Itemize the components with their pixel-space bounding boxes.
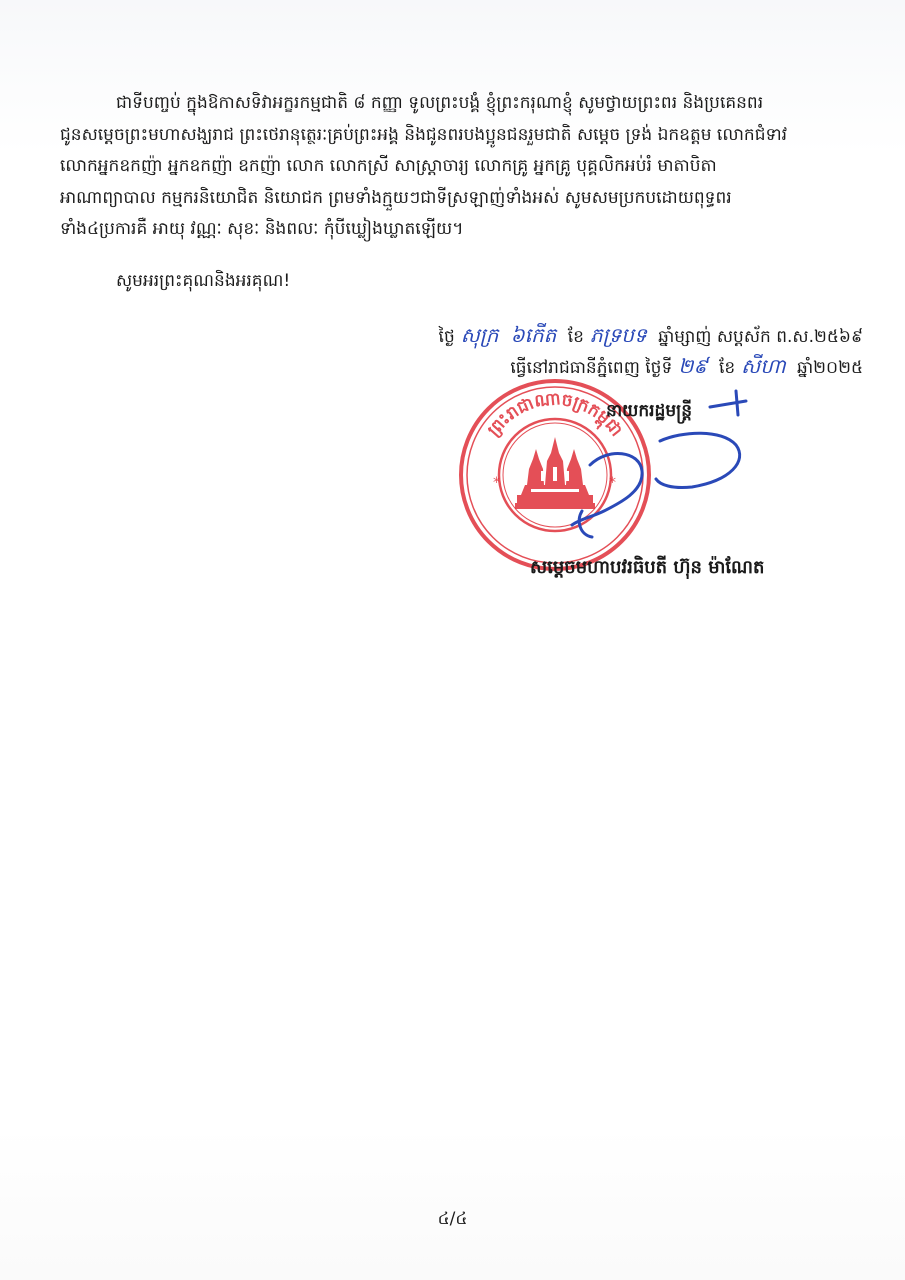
lunar-month: ភទ្របទ	[589, 323, 647, 347]
lunar-date-suffix: ឆ្នាំម្សាញ់ សប្តស័ក ព.ស.២៥៦៩	[658, 327, 863, 347]
solar-month-prefix: ខែ	[718, 358, 736, 378]
closing-paragraph	[60, 88, 860, 246]
lunar-month-prefix: ខែ	[567, 327, 584, 347]
svg-text:*: *	[493, 475, 500, 491]
signer-title: នាយករដ្ឋមន្ត្រី	[606, 401, 692, 421]
lunar-day: ៦កើត	[510, 323, 557, 347]
lunar-weekday: សុក្រ	[460, 323, 499, 347]
solar-month: សីហា	[741, 354, 786, 378]
page-number: ៤/៤	[437, 1209, 468, 1229]
paragraph-line: អាណាព្យាបាល កម្មករនិយោជិត និយោជក ព្រមទាំងក្មួយៗជាទីស្រឡាញ់ទាំងអស់ សូមសមប្រកបដោយពុទ្ធពរ	[60, 187, 732, 208]
signer-name: សម្តេចមហាបវរធិបតី ហ៊ុន ម៉ាណែត	[530, 557, 765, 578]
paragraph-line: ជូនសម្តេចព្រះមហាសង្ឃរាជ ព្រះថេរានុត្ថេរៈគ្រប់ព្រះអង្គ និងជូនពរបងប្អូនជនរួមជាតិ សម្តេច ទ្រង់ ឯកឧត្តម លោកជំទាវ	[60, 124, 788, 145]
lunar-date	[439, 322, 863, 352]
seal-text: ព្រះរាជាណាចក្រកម្ពុជា	[483, 389, 627, 441]
svg-text:*: *	[609, 475, 616, 491]
solar-date-suffix: ឆ្នាំ២០២៥	[797, 358, 863, 378]
paragraph-line: ជាទីបញ្ចប់ ក្នុងឱកាសទិវាអក្ខរកម្មជាតិ ៨ កញ្ញា ទូលព្រះបង្គំ ខ្ញុំព្រះករុណាខ្ញុំ សូមថ្វាយព្រះពរ និងប្រគេនពរ	[116, 93, 764, 113]
lunar-date-prefix: ថ្ងៃ	[438, 327, 455, 347]
paragraph-line: លោកអ្នកឧកញ៉ា អ្នកឧកញ៉ា ឧកញ៉ា លោក លោកស្រី សាស្ត្រាចារ្យ លោកគ្រូ អ្នកគ្រូ បុគ្គលិកអប់រំ មាតាបិតា	[60, 156, 717, 176]
solar-day: ២៩	[678, 354, 708, 378]
thanks-line: សូមអរព្រះគុណនិងអរគុណ!	[116, 271, 291, 291]
paragraph-line: ទាំង៤ប្រការគឺ អាយុ វណ្ណៈ សុខៈ និងពលៈ កុំបីឃ្លៀងឃ្លាតឡើយ។	[60, 219, 464, 239]
signature-icon	[560, 385, 790, 545]
solar-date-prefix: ធ្វើនៅរាជធានីភ្នំពេញ ថ្ងៃទី	[510, 358, 673, 378]
